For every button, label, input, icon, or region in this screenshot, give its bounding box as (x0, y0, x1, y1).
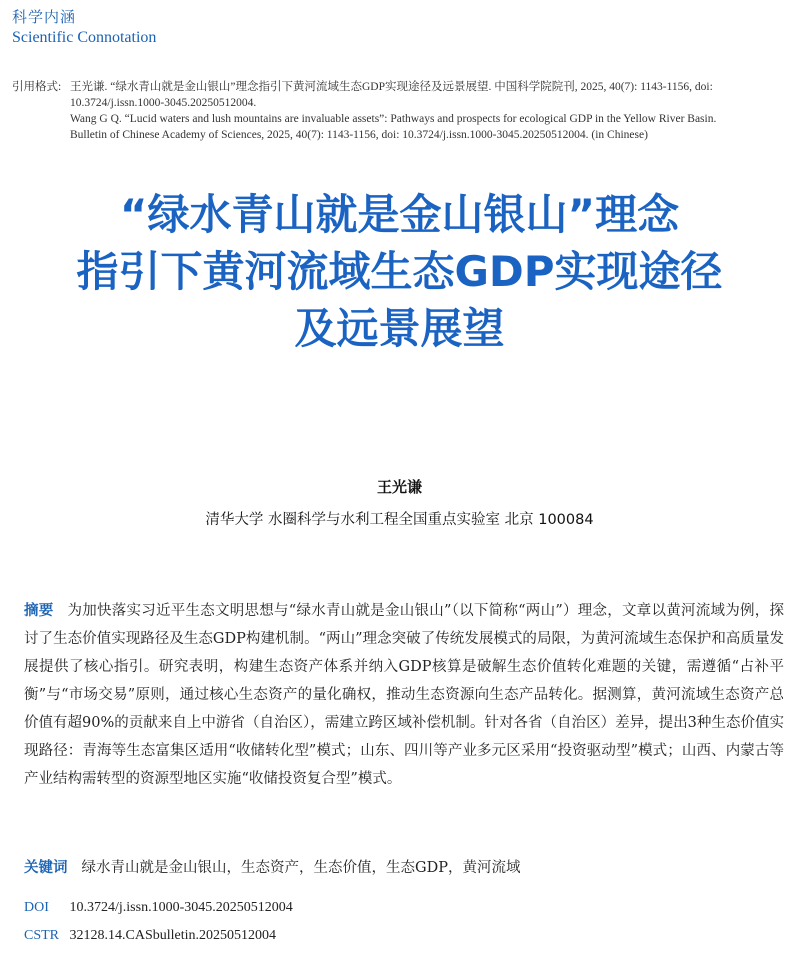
author-affiliation: 清华大学 水圈科学与水利工程全国重点实验室 北京 100084 (205, 512, 594, 528)
title-line-2: 指引下黄河流域生态GDP实现途径 (76, 247, 723, 296)
title-line-1: “绿水青山就是金山银山”理念 (119, 190, 680, 239)
abstract (24, 597, 784, 793)
section-name-cn: 科学内涵 (12, 8, 77, 26)
keywords-label: 关键词 (24, 860, 68, 876)
cstr-value: 32128.14.CASbulletin.20250512004 (69, 928, 277, 943)
section-tag (12, 8, 156, 48)
section-name-en: Scientific Connotation (12, 28, 157, 46)
citation-block (12, 79, 792, 143)
abstract-label: 摘要 (24, 603, 54, 619)
doi-label: DOI (24, 900, 49, 915)
author-name: 王光谦 (376, 478, 422, 496)
doi-value[interactable]: 10.3724/j.issn.1000-3045.20250512004 (69, 900, 293, 915)
keywords (24, 856, 784, 877)
citation-cn-line1: 王光谦. “绿水青山就是金山银山”理念指引下黄河流域生态GDP实现途径及远景展望. 中国科学院院刊, 2025, 40(7): 1143-1156, doi: (70, 81, 713, 93)
citation-en-line1: Wang G Q. “Lucid waters and lush mountains are invaluable assets”: Pathways and prospects for ecological GDP in the Yellow River Basin. (70, 113, 717, 125)
keywords-text: 绿水青山就是金山银山，生态资产，生态价值，生态GDP，黄河流域 (81, 860, 521, 876)
cstr-label: CSTR (24, 928, 60, 943)
title-line-3: 及远景展望 (294, 304, 505, 353)
cstr-row (24, 928, 276, 944)
abstract-text: 为加快落实习近平生态文明思想与“绿水青山就是金山银山”（以下简称“两山”）理念，文章以黄河流域为例，探讨了生态价值实现路径及生态GDP构建机制。“两山”理念突破了传统发展模式的局限，为黄河流域生态保护和高质量发展提供了核心指引。研究表明，构建生态资产体系并纳入GDP核算是破解生态价值转化难题的关键，需遵循“占补平衡”与“市场交易”原则，通过核心生态资产的量化确权，推动生态资源向生态产品转化。据测算，黄河流域生态资产总价值有超90%的贡献来自上中游省（自治区），需建立跨区域补偿机制。针对各省（自治区）差异，提出3种生态价值实现路径：青海等生态富集区适用“收储转化型”模式；山东、四川等产业多元区采用“投资驱动型”模式；山西、内蒙古等产业结构需转型的资源型地区实施“收储投资复合型”模式。 (24, 603, 785, 787)
article-title (0, 186, 799, 357)
citation-cn-line2: 10.3724/j.issn.1000-3045.20250512004. (70, 97, 257, 109)
citation-en-line2: Bulletin of Chinese Academy of Sciences, 2025, 40(7): 1143-1156, doi: 10.3724/j.issn.1000-3045.20250512004. (in Chinese) (70, 129, 648, 141)
citation-lead: 引用格式: (12, 81, 62, 93)
doi-row (24, 900, 293, 916)
